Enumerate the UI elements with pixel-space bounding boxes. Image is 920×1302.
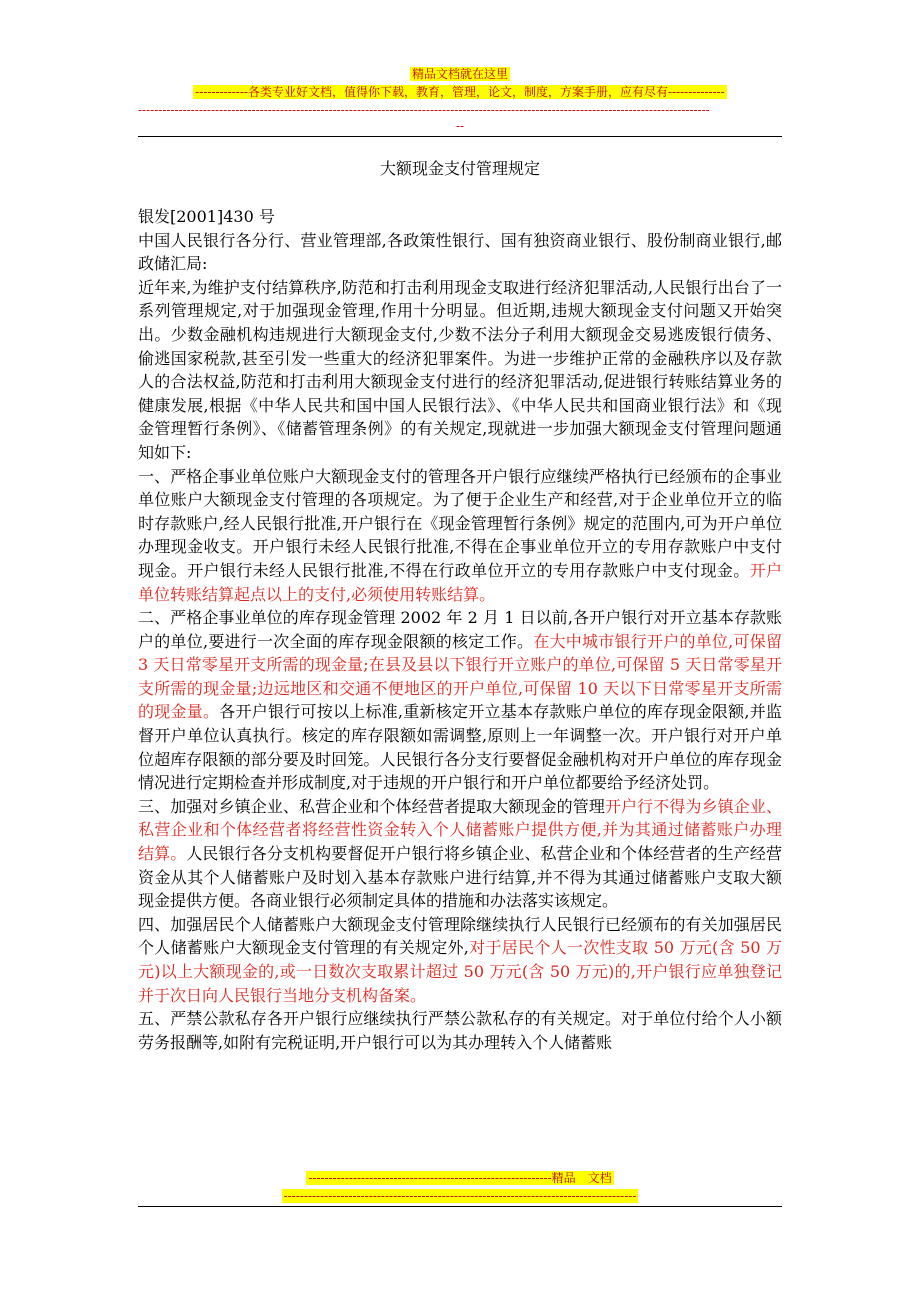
footer-line-2: ---------------------------------------------------------------------------------------	[283, 1189, 637, 1203]
footer-rule	[138, 1206, 782, 1207]
section-4: 四、加强居民个人储蓄账户大额现金支付管理除继续执行人民银行已经颁布的有关加强居民个人储蓄账户大额现金支付管理的有关规定外,对于居民个人一次性支取 50 万元(含 50 万元)以上大额现金的,或一日数次支取累计超过 50 万元(含 50 万元)的,开户银行应单独登记并于次日向人民银行当地分支机构备案。	[138, 914, 782, 1005]
section-1: 一、严格企事业单位账户大额现金支付的管理各开户银行应继续严格执行已经颁布的企事业单位账户大额现金支付管理的各项规定。为了便于企业生产和经营,对于企业单位开立的临时存款账户,经人民银行批准,开户银行在《现金管理暂行条例》规定的范围内,可为开户单位办理现金收支。开户银行未经人民银行批准,不得在企事业单位开立的专用存款账户中支付现金。开户银行未经人民银行批准,不得在行政单位开立的专用存款账户中支付现金。开户单位转账结算起点以上的支付,必须使用转账结算。	[138, 466, 782, 604]
header-line-2: -------------各类专业好文档，值得你下载，教育，管理，论文，制度，方案手册，应有尽有--------------	[195, 85, 725, 99]
addressees: 中国人民银行各分行、营业管理部,各政策性银行、国有独资商业银行、股份制商业银行,邮政储汇局:	[138, 230, 782, 274]
section-5: 五、严禁公款私存各开户银行应继续执行严禁公款私存的有关规定。对于单位付给个人小额劳务报酬等,如附有完税证明,开户银行可以为其办理转入个人储蓄账	[138, 1009, 782, 1052]
doc-number: 银发[2001]430 号	[138, 207, 275, 226]
header-line-1: 精品文档就在这里	[411, 67, 508, 81]
header-rule	[138, 136, 782, 137]
section-3: 三、加强对乡镇企业、私营企业和个体经营者提取大额现金的管理开户行不得为乡镇企业、私营企业和个体经营者将经营性资金转入个人储蓄账户提供方便,并为其通过储蓄账户办理结算。人民银行各分支机构要督促开户银行将乡镇企业、私营企业和个体经营者的生产经营资金从其个人储蓄账户及时划入基本存款账户进行结算,并不得为其通过储蓄账户支取大额现金提供方便。各商业银行必须制定具体的措施和办法落实该规定。	[138, 796, 782, 911]
header-line-4: --	[455, 119, 465, 133]
header-line-3: ---------------------------------------------------------------------------------------------------------------------------------------------	[138, 103, 710, 117]
section-2: 二、严格企事业单位的库存现金管理 2002 年 2 月 1 日以前,各开户银行对开立基本存款账户的单位,要进行一次全面的库存现金限额的核定工作。在大中城市银行开户的单位,可保留 3 天日常零星开支所需的现金量;在县及县以下银行开立账户的单位,可保留 5 天日常零星开支所需的现金量;边远地区和交通不便地区的开户单位,可保留 10 天以下日常零星开支所需的现金量。各开户银行可按以上标准,重新核定开立基本存款账户单位的库存现金限额,并监督开户单位认真执行。核定的库存限额如需调整,原则上一年调整一次。开户银行对开户单位超库存限额的部分要及时回笼。人民银行各分支行要督促金融机构对开户单位的库存现金情况进行定期检查并形成制度,对于违规的开户银行和开户单位都要给予经济处罚。	[138, 608, 783, 793]
document-title: 大额现金支付管理规定	[379, 159, 540, 178]
footer-line-1: ------------------------------------------------------------精品 文档	[308, 1171, 612, 1185]
document-body	[138, 205, 782, 1054]
intro-paragraph: 近年来,为维护支付结算秩序,防范和打击利用现金支取进行经济犯罪活动,人民银行出台了一系列管理规定,对于加强现金管理,作用十分明显。但近期,违规大额现金支付问题又开始突出。少数金融机构违规进行大额现金支付,少数不法分子利用大额现金交易逃废银行债务、偷逃国家税款,甚至引发一些重大的经济犯罪案件。为进一步维护正常的金融秩序以及存款人的合法权益,防范和打击利用大额现金支付进行的经济犯罪活动,促进银行转账结算业务的健康发展,根据《中华人民共和国中国人民银行法》、《中华人民共和国商业银行法》和《现金管理暂行条例》、《储蓄管理条例》的有关规定,现就进一步加强大额现金支付管理问题通知如下:	[138, 277, 782, 462]
